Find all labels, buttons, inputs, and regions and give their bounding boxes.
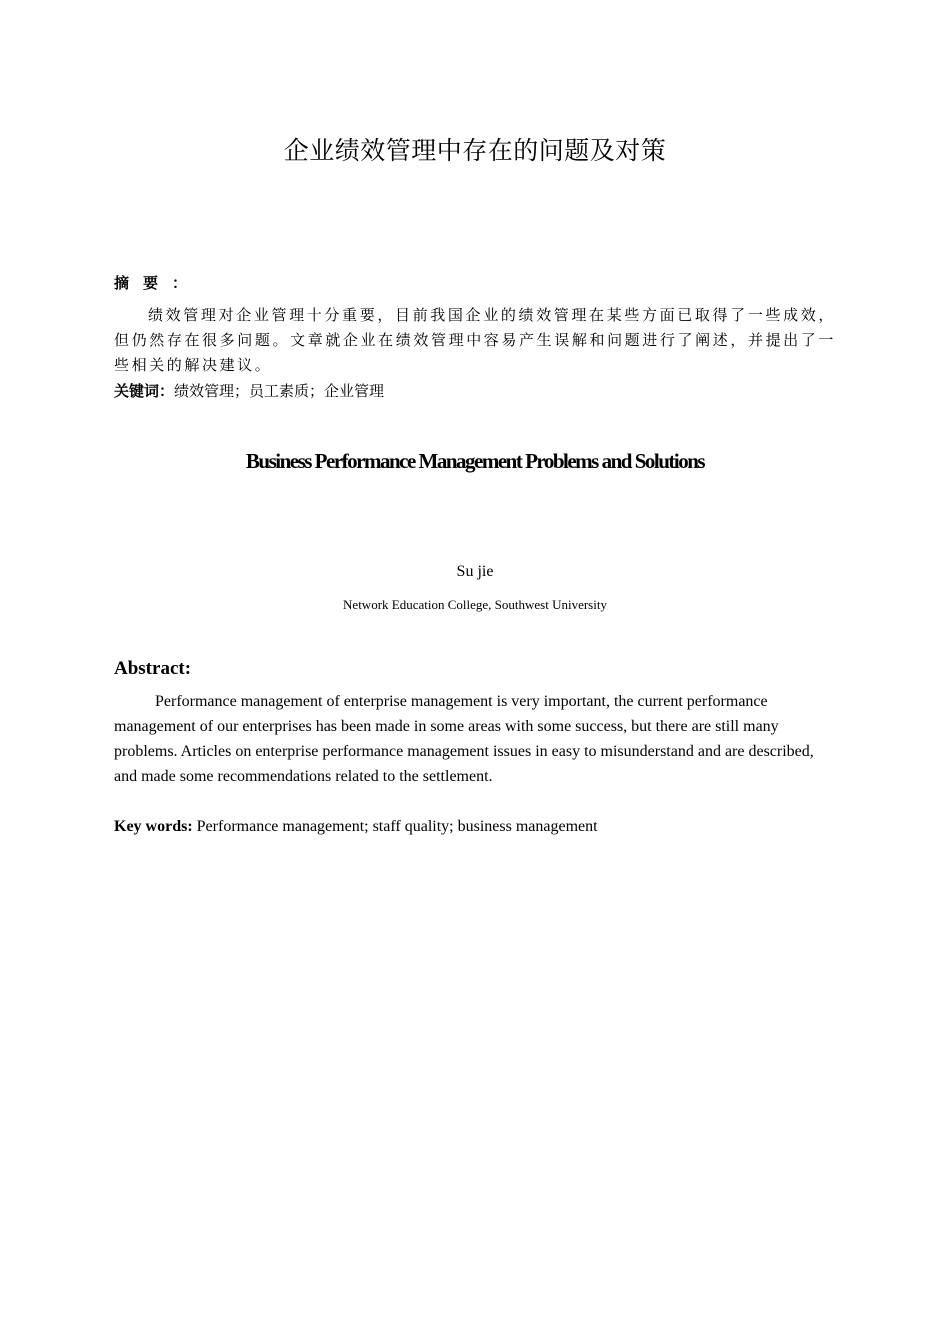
chinese-keywords-label: 关键词：: [114, 382, 175, 400]
chinese-title: 企业绩效管理中存在的问题及对策: [283, 136, 667, 165]
chinese-keywords: [114, 379, 384, 403]
chinese-abstract-colon: ：: [172, 274, 188, 292]
chinese-keywords-text: 绩效管理；员工素质；企业管理: [174, 382, 385, 400]
chinese-abstract-heading: [114, 272, 187, 294]
english-abstract-text: Performance management of enterprise management is very important, the current performance management of our enterprises has been made in some areas with some success, but there are still many problems. Articles on enterprise performance management issues in easy to misunderstand and are described, and made some recommendations related to the settlement.: [114, 693, 814, 785]
chinese-abstract-text: 绩效管理对企业管理十分重要，目前我国企业的绩效管理在某些方面已取得了一些成效，但仍然存在很多问题。文章就企业在绩效管理中容易产生误解和问题进行了阐述，并提出了一些相关的解决建议。: [114, 306, 836, 374]
english-title: Business Performance Management Problems and Solutions: [245, 449, 705, 473]
english-keywords: [114, 814, 598, 839]
chinese-abstract-label: 摘要: [114, 274, 173, 292]
english-keywords-text: Performance management; staff quality; business management: [192, 818, 598, 835]
author-name: Su jie: [456, 563, 494, 580]
author-affiliation: Network Education College, Southwest University: [343, 597, 607, 612]
english-keywords-label: Key words:: [114, 818, 193, 835]
english-abstract-heading: Abstract:: [114, 658, 192, 679]
